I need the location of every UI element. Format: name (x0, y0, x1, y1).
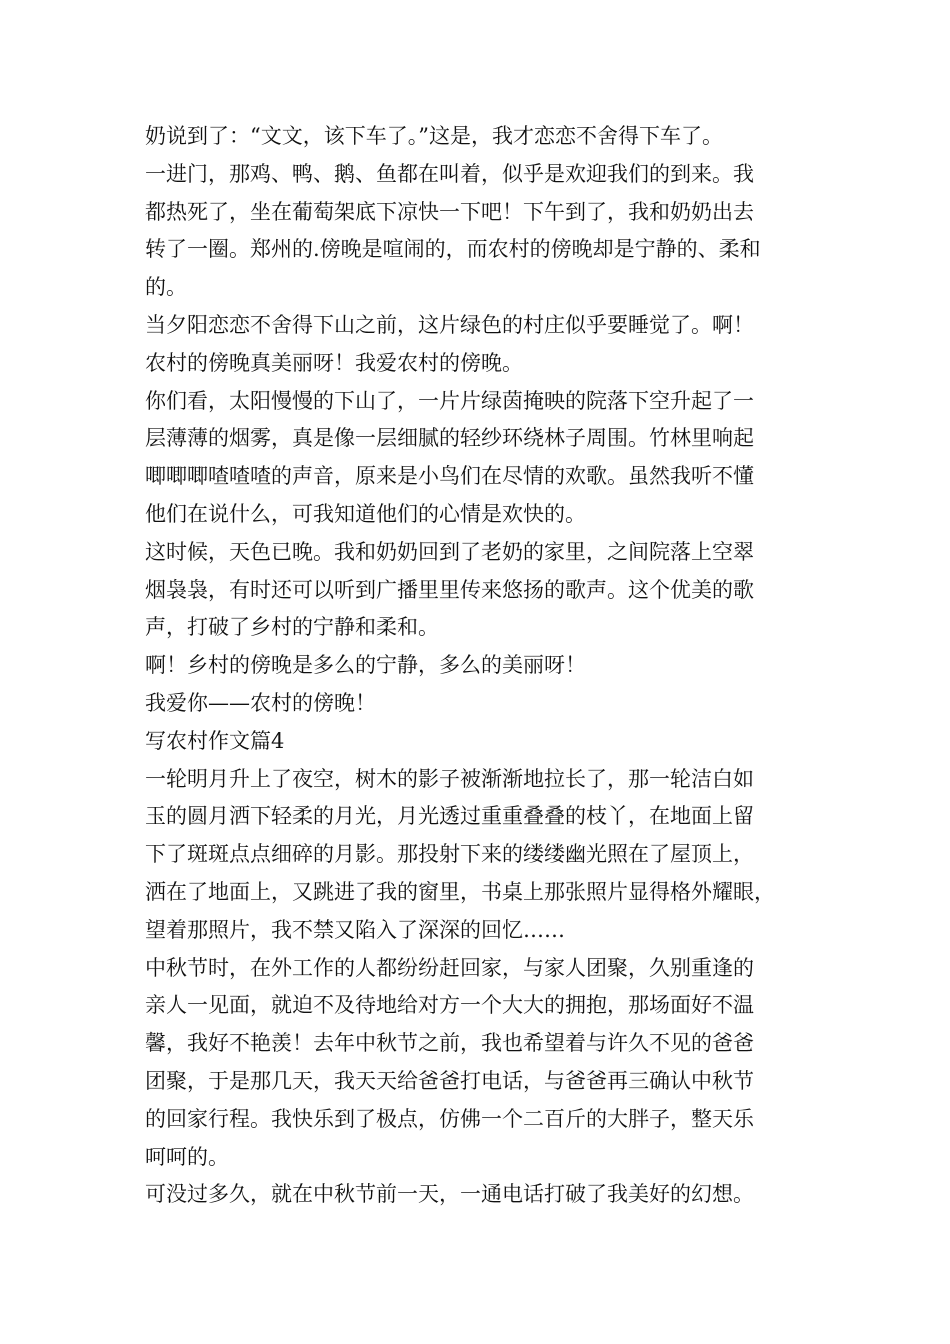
text-line: 团聚，于是那几天，我天天给爸爸打电话，与爸爸再三确认中秋节 (145, 1068, 754, 1093)
document-body (145, 118, 810, 1214)
text-line: 我爱你——农村的傍晚！ (145, 690, 376, 715)
text-line: 馨，我好不艳羡！去年中秋节之前，我也希望着与许久不见的爸爸 (145, 1031, 754, 1056)
text-line: 他们在说什么，可我知道他们的心情是欢快的。 (145, 501, 586, 526)
text-line: 望着那照片，我不禁又陷入了深深的回忆…… (145, 917, 565, 942)
text-line: 当夕阳恋恋不舍得下山之前，这片绿色的村庄似乎要睡觉了。啊！ (145, 312, 754, 337)
section-heading: 写农村作文篇4 (145, 728, 285, 753)
text-line: 洒在了地面上，又跳进了我的窗里，书桌上那张照片显得格外耀眼， (145, 879, 775, 904)
text-line: 下了斑斑点点细碎的月影。那投射下来的缕缕幽光照在了屋顶上， (145, 842, 754, 867)
text-line: 转了一圈。郑州的.傍晚是喧闹的，而农村的傍晚却是宁静的、柔和 (145, 237, 761, 262)
text-line: 唧唧唧喳喳喳的声音，原来是小鸟们在尽情的欢歌。虽然我听不懂 (145, 464, 754, 489)
text-line: 这时候，天色已晚。我和奶奶回到了老奶的家里，之间院落上空翠 (145, 539, 754, 564)
text-line: 可没过多久，就在中秋节前一天，一通电话打破了我美好的幻想。 (145, 1182, 754, 1207)
text-line: 农村的傍晚真美丽呀！我爱农村的傍晚。 (145, 350, 523, 375)
text-line: 玉的圆月洒下轻柔的月光，月光透过重重叠叠的枝丫，在地面上留 (145, 804, 754, 829)
text-line: 啊！乡村的傍晚是多么的宁静，多么的美丽呀！ (145, 653, 586, 678)
text-line: 中秋节时，在外工作的人都纷纷赶回家，与家人团聚，久别重逢的 (145, 955, 754, 980)
text-line: 呵呵的。 (145, 1144, 229, 1169)
text-line: 的。 (145, 275, 187, 300)
text-line: 你们看，太阳慢慢的下山了，一片片绿茵掩映的院落下空升起了一 (145, 388, 754, 413)
text-line: 亲人一见面，就迫不及待地给对方一个大大的拥抱，那场面好不温 (145, 993, 754, 1018)
text-line: 的回家行程。我快乐到了极点，仿佛一个二百斤的大胖子，整天乐 (145, 1106, 754, 1131)
text-line: 一进门，那鸡、鸭、鹅、鱼都在叫着，似乎是欢迎我们的到来。我 (145, 161, 754, 186)
text-line: 声，打破了乡村的宁静和柔和。 (145, 615, 439, 640)
text-line: 烟袅袅，有时还可以听到广播里里传来悠扬的歌声。这个优美的歌 (145, 577, 754, 602)
text-line: 层薄薄的烟雾，真是像一层细腻的轻纱环绕林子周围。竹林里响起 (145, 426, 754, 451)
text-line: 都热死了，坐在葡萄架底下凉快一下吧！下午到了，我和奶奶出去 (145, 199, 754, 224)
text-line: 奶说到了：“文文，该下车了。”这是，我才恋恋不舍得下车了。 (145, 124, 723, 148)
text-line: 一轮明月升上了夜空，树木的影子被渐渐地拉长了，那一轮洁白如 (145, 766, 754, 791)
